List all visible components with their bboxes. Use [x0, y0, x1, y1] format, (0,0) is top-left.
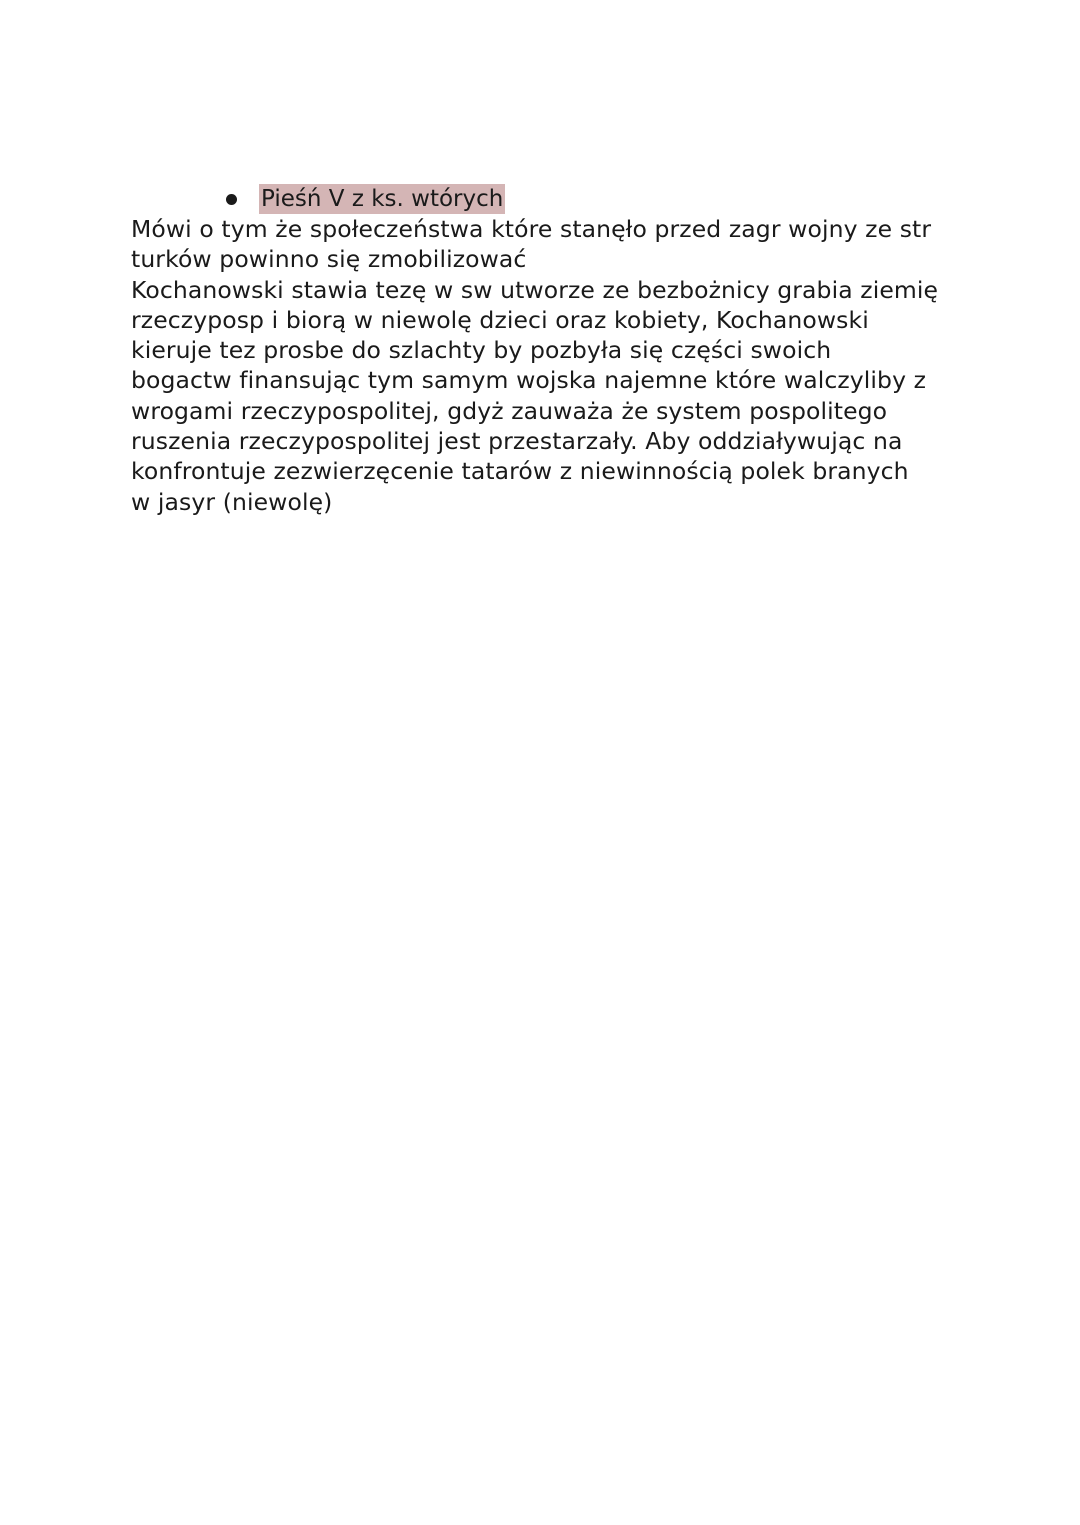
text-line: turków powinno się zmobilizować	[131, 245, 527, 274]
heading-text: Pieśń V z ks. wtórych	[261, 186, 504, 212]
bullet-icon	[226, 194, 237, 205]
text-line: bogactw finansując tym samym wojska najemne które walczyliby z	[131, 366, 927, 395]
text-line: kieruje tez prosbe do szlachty by pozbyła się części swoich	[131, 336, 832, 365]
text-line: w jasyr (niewolę)	[131, 487, 333, 516]
text-line: konfrontuje zezwierzęcenie tatarów z niewinnością polek branych	[131, 457, 909, 486]
text-line: Mówi o tym że społeczeństwa które stanęło przed zagr wojny ze str	[131, 215, 932, 243]
text-line: rzeczyposp i biorą w niewolę dzieci oraz kobiety, Kochanowski	[131, 305, 869, 334]
text-line: wrogami rzeczypospolitej, gdyż zauważa że system pospolitego	[131, 396, 888, 425]
text-line: ruszenia rzeczypospolitej jest przestarzały. Aby oddziaływując na	[131, 427, 903, 456]
body-paragraph	[131, 214, 1011, 517]
bullet-heading	[226, 184, 505, 214]
text-line: Kochanowski stawia tezę w sw utworze ze bezbożnicy grabia ziemię	[131, 275, 939, 304]
